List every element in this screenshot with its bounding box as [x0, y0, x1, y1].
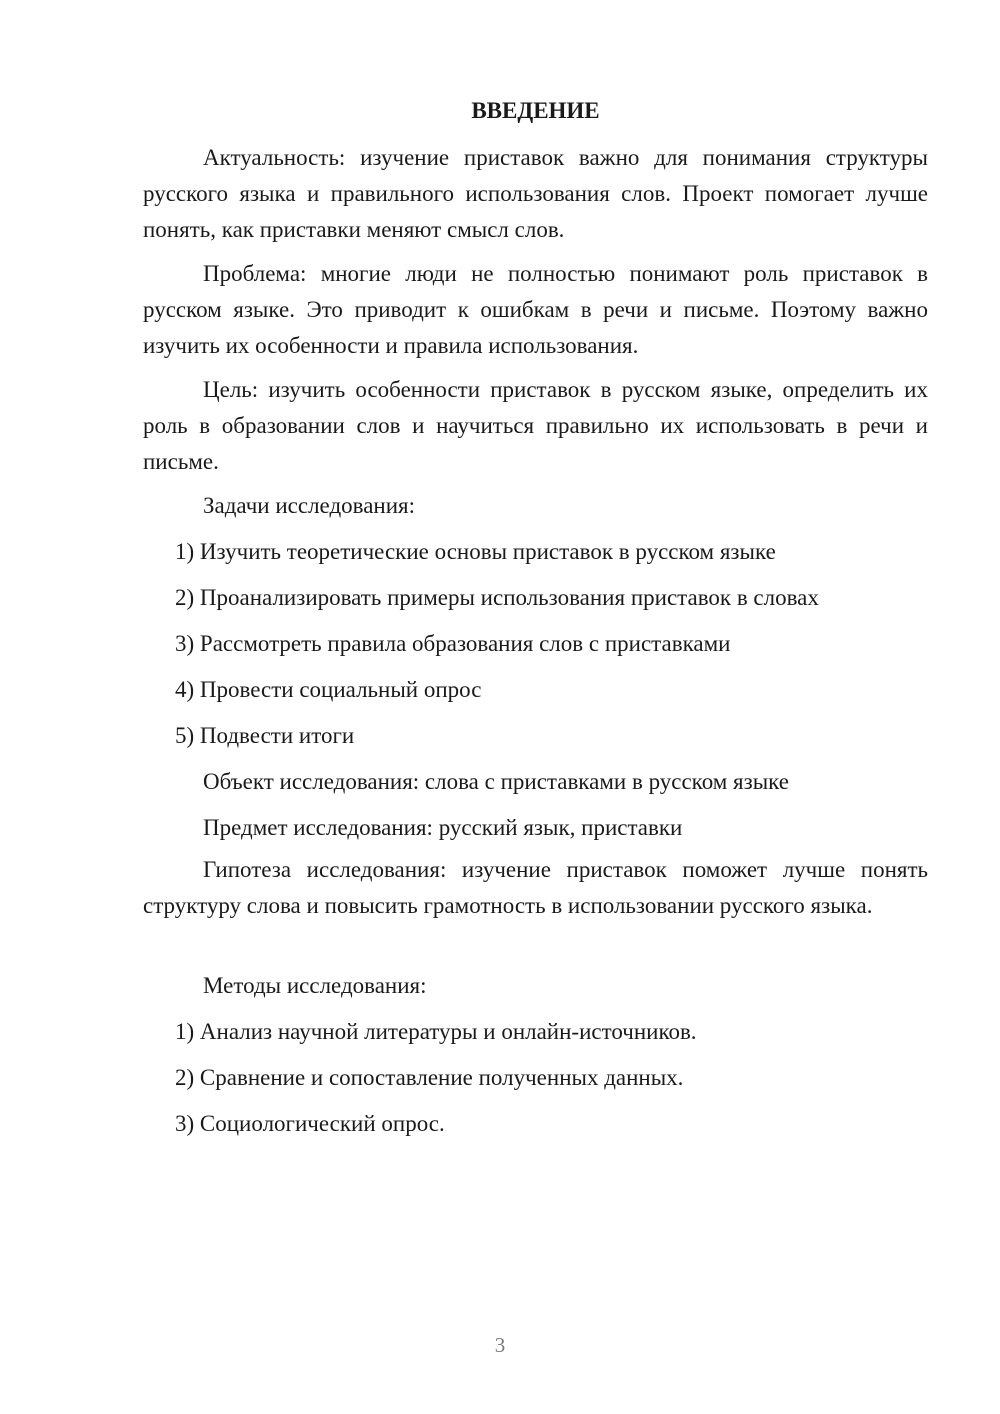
- relevance-block: [143, 140, 928, 258]
- tasks-heading: Задачи исследования:: [203, 493, 416, 518]
- relevance-paragraph: Актуальность: изучение приставок важно для понимания структуры русского языка и правильного использования слов. Проект помогает лучше понять, как приставки меняют смысл слов.: [143, 145, 928, 242]
- methods-section: [143, 968, 928, 1152]
- task-item: 3) Рассмотреть правила образования слов с приставками: [175, 631, 731, 656]
- task-item: 1) Изучить теоретические основы приставок в русском языке: [175, 539, 776, 564]
- page-number: 3: [494, 1333, 506, 1357]
- hypothesis-paragraph: Гипотеза исследования: изучение приставок поможет лучше понять структуру слова и повысить грамотность в использовании русского языка.: [143, 857, 928, 918]
- research-object: Объект исследования: слова с приставками в русском языке: [203, 769, 789, 794]
- methods-heading: Методы исследования:: [203, 973, 427, 998]
- research-subject: Предмет исследования: русский язык, приставки: [203, 815, 683, 840]
- hypothesis-block: [143, 852, 928, 934]
- tasks-section: [143, 488, 928, 856]
- task-item: 2) Проанализировать примеры использования приставок в словах: [175, 585, 819, 610]
- task-item: 4) Провести социальный опрос: [175, 677, 482, 702]
- method-item: 3) Социологический опрос.: [175, 1111, 445, 1136]
- method-item: 1) Анализ научной литературы и онлайн-источников.: [175, 1019, 697, 1044]
- problem-paragraph: Проблема: многие люди не полностью понимают роль приставок в русском языке. Это приводит к ошибкам в речи и письме. Поэтому важно изучить их особенности и правила использования.: [143, 261, 928, 358]
- method-item: 2) Сравнение и сопоставление полученных данных.: [175, 1065, 684, 1090]
- goal-paragraph: Цель: изучить особенности приставок в русском языке, определить их роль в образовании слов и научиться правильно их использовать в речи и письме.: [143, 377, 928, 474]
- task-item: 5) Подвести итоги: [175, 723, 355, 748]
- page-title: ВВЕДЕНИЕ: [471, 98, 600, 123]
- goal-block: [143, 372, 928, 490]
- problem-block: [143, 256, 928, 374]
